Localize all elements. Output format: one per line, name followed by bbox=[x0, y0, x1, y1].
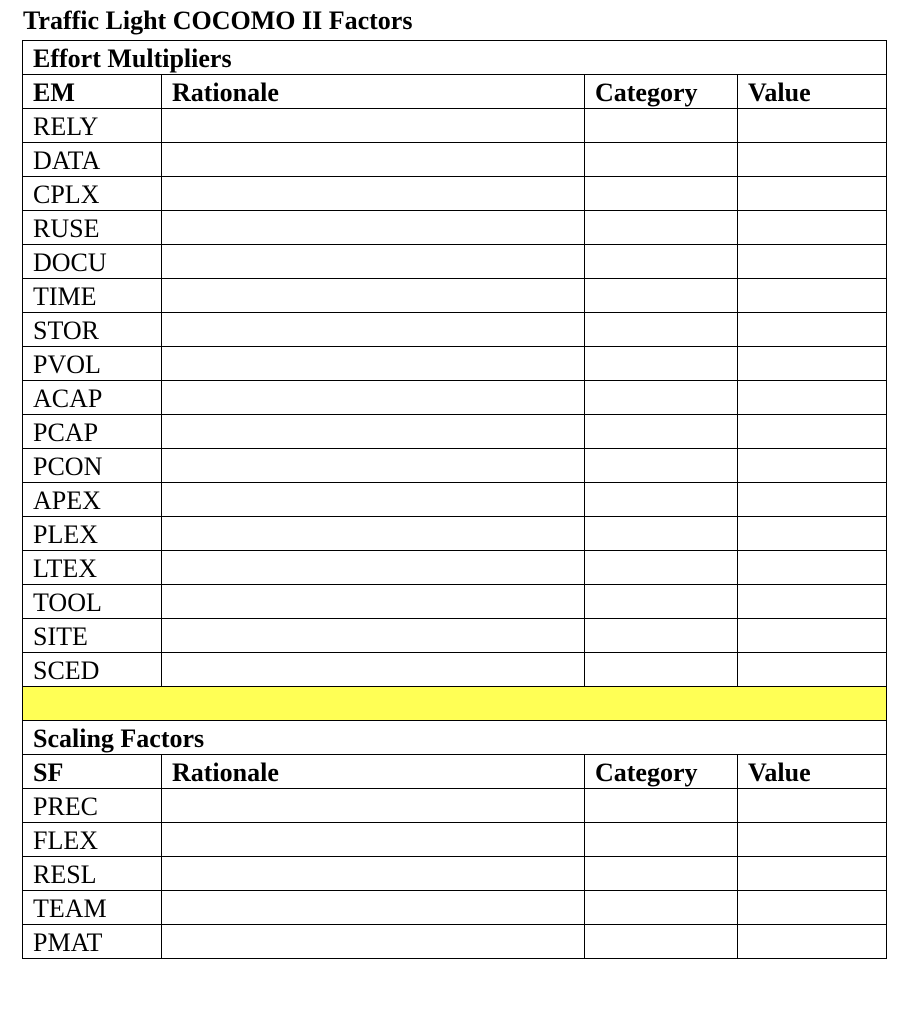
em-row-stor bbox=[23, 313, 887, 347]
em-code-cell: LTEX bbox=[23, 551, 162, 585]
em-row-data bbox=[23, 143, 887, 177]
em-rationale-cell[interactable] bbox=[162, 381, 585, 415]
sf-value-header: Value bbox=[738, 755, 887, 789]
sf-category-header: Category bbox=[585, 755, 738, 789]
em-row-docu bbox=[23, 245, 887, 279]
em-code-cell: RELY bbox=[23, 109, 162, 143]
sf-category-cell[interactable] bbox=[585, 823, 738, 857]
em-row-plex bbox=[23, 517, 887, 551]
em-header-row bbox=[23, 75, 887, 109]
em-rationale-cell[interactable] bbox=[162, 211, 585, 245]
em-rationale-cell[interactable] bbox=[162, 347, 585, 381]
em-value-cell[interactable] bbox=[738, 619, 887, 653]
em-rationale-cell[interactable] bbox=[162, 449, 585, 483]
em-row-site bbox=[23, 619, 887, 653]
sf-row-team bbox=[23, 891, 887, 925]
sf-category-cell[interactable] bbox=[585, 789, 738, 823]
sf-row-prec bbox=[23, 789, 887, 823]
em-category-cell[interactable] bbox=[585, 585, 738, 619]
em-value-cell[interactable] bbox=[738, 245, 887, 279]
em-category-cell[interactable] bbox=[585, 109, 738, 143]
cocomo-factors-table bbox=[22, 40, 887, 959]
em-rationale-cell[interactable] bbox=[162, 313, 585, 347]
em-rationale-cell[interactable] bbox=[162, 585, 585, 619]
em-value-cell[interactable] bbox=[738, 313, 887, 347]
em-rationale-cell[interactable] bbox=[162, 245, 585, 279]
em-row-pcap bbox=[23, 415, 887, 449]
em-value-cell[interactable] bbox=[738, 653, 887, 687]
em-row-acap bbox=[23, 381, 887, 415]
em-row-ltex bbox=[23, 551, 887, 585]
sf-code-cell: RESL bbox=[23, 857, 162, 891]
em-category-cell[interactable] bbox=[585, 619, 738, 653]
em-code-cell: SCED bbox=[23, 653, 162, 687]
em-category-cell[interactable] bbox=[585, 381, 738, 415]
sf-code-cell: FLEX bbox=[23, 823, 162, 857]
sf-value-cell[interactable] bbox=[738, 789, 887, 823]
em-value-cell[interactable] bbox=[738, 483, 887, 517]
em-category-header: Category bbox=[585, 75, 738, 109]
sf-row-resl bbox=[23, 857, 887, 891]
em-code-cell: SITE bbox=[23, 619, 162, 653]
em-row-ruse bbox=[23, 211, 887, 245]
em-category-cell[interactable] bbox=[585, 177, 738, 211]
sf-code-header: SF bbox=[23, 755, 162, 789]
em-rationale-header: Rationale bbox=[162, 75, 585, 109]
sf-header-row bbox=[23, 755, 887, 789]
em-code-cell: APEX bbox=[23, 483, 162, 517]
em-value-cell[interactable] bbox=[738, 347, 887, 381]
em-category-cell[interactable] bbox=[585, 211, 738, 245]
sf-value-cell[interactable] bbox=[738, 891, 887, 925]
em-code-cell: DATA bbox=[23, 143, 162, 177]
sf-value-cell[interactable] bbox=[738, 925, 887, 959]
sf-category-cell[interactable] bbox=[585, 925, 738, 959]
em-row-rely bbox=[23, 109, 887, 143]
em-row-sced bbox=[23, 653, 887, 687]
em-code-cell: PLEX bbox=[23, 517, 162, 551]
sf-rationale-cell[interactable] bbox=[162, 891, 585, 925]
em-rationale-cell[interactable] bbox=[162, 653, 585, 687]
em-code-cell: ACAP bbox=[23, 381, 162, 415]
sf-category-cell[interactable] bbox=[585, 891, 738, 925]
em-code-cell: TOOL bbox=[23, 585, 162, 619]
em-rationale-cell[interactable] bbox=[162, 551, 585, 585]
em-category-cell[interactable] bbox=[585, 551, 738, 585]
sf-row-flex bbox=[23, 823, 887, 857]
em-code-header: EM bbox=[23, 75, 162, 109]
em-value-cell[interactable] bbox=[738, 177, 887, 211]
em-category-cell[interactable] bbox=[585, 483, 738, 517]
em-value-cell[interactable] bbox=[738, 381, 887, 415]
em-code-cell: DOCU bbox=[23, 245, 162, 279]
em-value-cell[interactable] bbox=[738, 109, 887, 143]
em-value-cell[interactable] bbox=[738, 517, 887, 551]
em-rationale-cell[interactable] bbox=[162, 177, 585, 211]
em-code-cell: STOR bbox=[23, 313, 162, 347]
em-value-cell[interactable] bbox=[738, 415, 887, 449]
em-category-cell[interactable] bbox=[585, 517, 738, 551]
em-rationale-cell[interactable] bbox=[162, 517, 585, 551]
em-category-cell[interactable] bbox=[585, 449, 738, 483]
em-category-cell[interactable] bbox=[585, 245, 738, 279]
sf-value-cell[interactable] bbox=[738, 823, 887, 857]
sf-rationale-cell[interactable] bbox=[162, 925, 585, 959]
em-category-cell[interactable] bbox=[585, 347, 738, 381]
sf-value-cell[interactable] bbox=[738, 857, 887, 891]
em-rationale-cell[interactable] bbox=[162, 109, 585, 143]
em-code-cell: PCON bbox=[23, 449, 162, 483]
em-row-cplx bbox=[23, 177, 887, 211]
sf-code-cell: TEAM bbox=[23, 891, 162, 925]
sf-code-cell: PREC bbox=[23, 789, 162, 823]
sf-section-label: Scaling Factors bbox=[23, 721, 887, 755]
sf-rationale-cell[interactable] bbox=[162, 789, 585, 823]
em-rationale-cell[interactable] bbox=[162, 143, 585, 177]
em-row-pcon bbox=[23, 449, 887, 483]
em-value-header: Value bbox=[738, 75, 887, 109]
sf-row-pmat bbox=[23, 925, 887, 959]
table-body bbox=[23, 41, 887, 959]
em-value-cell[interactable] bbox=[738, 551, 887, 585]
em-row-time bbox=[23, 279, 887, 313]
em-value-cell[interactable] bbox=[738, 143, 887, 177]
em-section-row bbox=[23, 41, 887, 75]
sf-rationale-header: Rationale bbox=[162, 755, 585, 789]
em-row-apex bbox=[23, 483, 887, 517]
em-value-cell[interactable] bbox=[738, 211, 887, 245]
em-section-label: Effort Multipliers bbox=[23, 41, 887, 75]
sf-category-cell[interactable] bbox=[585, 857, 738, 891]
em-category-cell[interactable] bbox=[585, 653, 738, 687]
em-value-cell[interactable] bbox=[738, 449, 887, 483]
highlight-separator bbox=[23, 687, 887, 721]
em-row-tool bbox=[23, 585, 887, 619]
em-code-cell: PVOL bbox=[23, 347, 162, 381]
em-value-cell[interactable] bbox=[738, 279, 887, 313]
sf-rationale-cell[interactable] bbox=[162, 823, 585, 857]
em-rationale-cell[interactable] bbox=[162, 415, 585, 449]
em-rationale-cell[interactable] bbox=[162, 279, 585, 313]
em-category-cell[interactable] bbox=[585, 143, 738, 177]
em-category-cell[interactable] bbox=[585, 313, 738, 347]
em-code-cell: TIME bbox=[23, 279, 162, 313]
highlight-separator-row bbox=[23, 687, 887, 721]
em-code-cell: PCAP bbox=[23, 415, 162, 449]
em-category-cell[interactable] bbox=[585, 279, 738, 313]
sf-section-row bbox=[23, 721, 887, 755]
em-code-cell: RUSE bbox=[23, 211, 162, 245]
em-rationale-cell[interactable] bbox=[162, 483, 585, 517]
document-title: Traffic Light COCOMO II Factors bbox=[23, 6, 413, 35]
em-category-cell[interactable] bbox=[585, 415, 738, 449]
em-rationale-cell[interactable] bbox=[162, 619, 585, 653]
em-row-pvol bbox=[23, 347, 887, 381]
em-code-cell: CPLX bbox=[23, 177, 162, 211]
sf-rationale-cell[interactable] bbox=[162, 857, 585, 891]
em-value-cell[interactable] bbox=[738, 585, 887, 619]
sf-code-cell: PMAT bbox=[23, 925, 162, 959]
